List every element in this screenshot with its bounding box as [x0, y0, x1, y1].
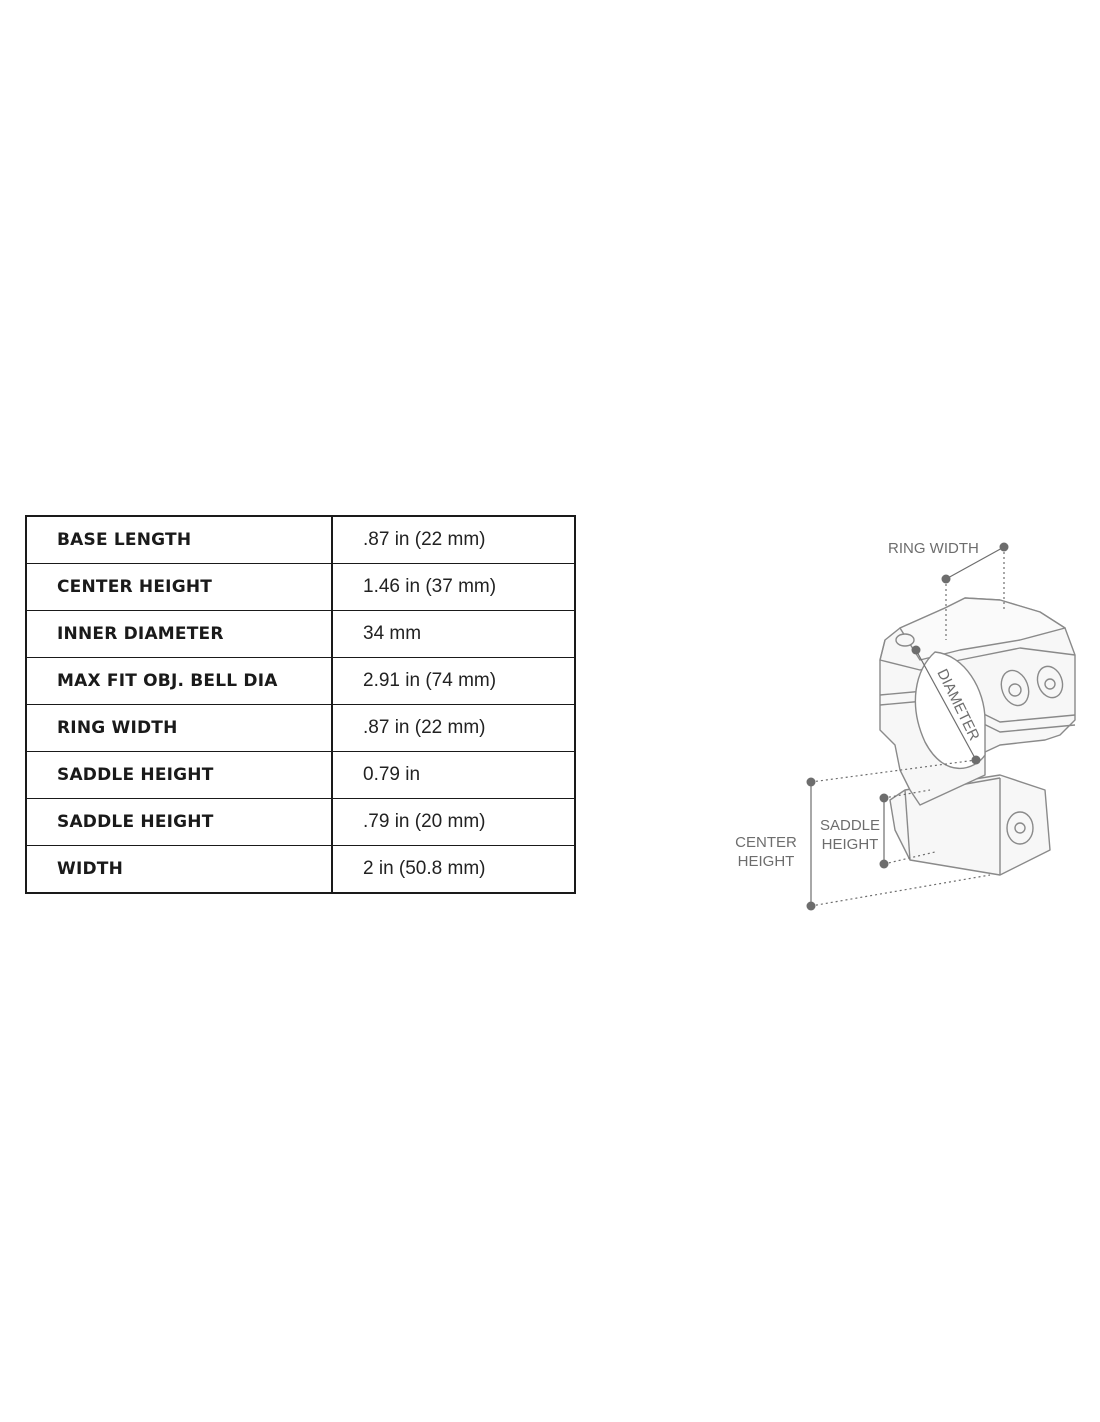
spec-value: 34 mm — [332, 611, 575, 658]
diameter-label: DIAMETER — [933, 666, 983, 744]
spec-label: INNER DIAMETER — [26, 611, 332, 658]
spec-label: SADDLE HEIGHT — [26, 799, 332, 846]
table-row — [26, 658, 575, 705]
spec-value: 0.79 in — [332, 752, 575, 799]
spec-value: .87 in (22 mm) — [332, 705, 575, 752]
spec-label: RING WIDTH — [26, 705, 332, 752]
table-row — [26, 752, 575, 799]
table-row — [26, 705, 575, 752]
spec-value: .79 in (20 mm) — [332, 799, 575, 846]
table-row — [26, 564, 575, 611]
table-row — [26, 516, 575, 564]
spec-label: CENTER HEIGHT — [26, 564, 332, 611]
ring-width-label: RING WIDTH — [888, 540, 979, 557]
spec-value: .87 in (22 mm) — [332, 516, 575, 564]
center-height-label-line2: HEIGHT — [737, 853, 795, 870]
scope-ring-diagram — [700, 520, 1080, 930]
spec-value: 2 in (50.8 mm) — [332, 846, 575, 894]
spec-table — [25, 515, 576, 894]
spec-label: SADDLE HEIGHT — [26, 752, 332, 799]
spec-value: 1.46 in (37 mm) — [332, 564, 575, 611]
spec-label: MAX FIT OBJ. BELL DIA — [26, 658, 332, 705]
spec-value: 2.91 in (74 mm) — [332, 658, 575, 705]
spec-label: BASE LENGTH — [26, 516, 332, 564]
saddle-height-label-line1: SADDLE — [819, 817, 881, 834]
table-row — [26, 611, 575, 658]
table-row — [26, 846, 575, 894]
saddle-height-label-line2: HEIGHT — [821, 836, 879, 853]
center-height-label-line1: CENTER — [735, 834, 797, 851]
table-row — [26, 799, 575, 846]
spec-label: WIDTH — [26, 846, 332, 894]
